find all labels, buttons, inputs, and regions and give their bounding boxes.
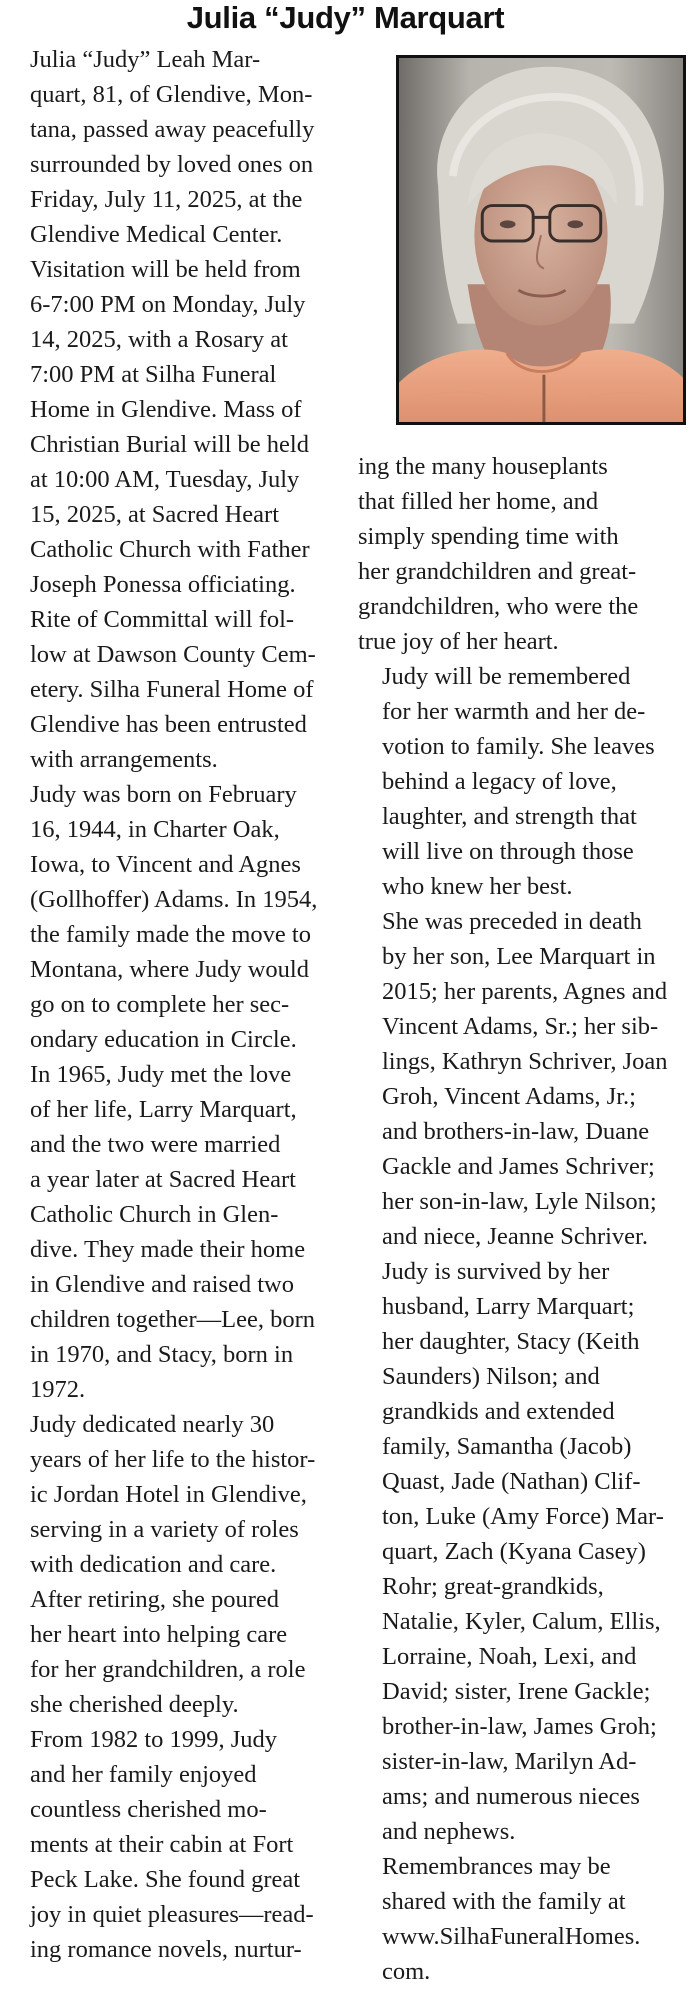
text-line: Judy is survived by her	[382, 1258, 610, 1285]
text-line: for her warmth and her de-	[382, 698, 646, 725]
text-line: Friday, July 11, 2025, at the	[30, 186, 303, 213]
text-line: She was preceded in death	[382, 908, 642, 935]
text-line: Judy dedicated nearly 30	[30, 1411, 275, 1438]
text-line: 15, 2025, at Sacred Heart	[30, 501, 279, 528]
text-line: Glendive Medical Center.	[30, 221, 283, 248]
obituary-title: Julia “Judy” Marquart	[186, 0, 505, 35]
text-line: ing the many houseplants	[358, 453, 608, 480]
text-line: of her life, Larry Marquart,	[30, 1096, 297, 1123]
text-line: will live on through those	[382, 838, 634, 865]
text-line: Montana, where Judy would	[30, 956, 309, 983]
text-line: Saunders) Nilson; and	[382, 1363, 600, 1390]
text-line: etery. Silha Funeral Home of	[30, 676, 314, 703]
text-line: (Gollhoffer) Adams. In 1954,	[30, 886, 318, 913]
text-line: with dedication and care.	[30, 1551, 277, 1578]
text-line: ton, Luke (Amy Force) Mar-	[382, 1503, 664, 1530]
text-line: 14, 2025, with a Rosary at	[30, 326, 288, 353]
text-line: www.SilhaFuneralHomes.	[382, 1923, 641, 1950]
text-line: shared with the family at	[382, 1888, 626, 1915]
text-line: serving in a variety of roles	[30, 1516, 299, 1543]
text-line: for her grandchildren, a role	[30, 1656, 306, 1683]
text-line: In 1965, Judy met the love	[30, 1061, 292, 1088]
text-line: quart, 81, of Glendive, Mon-	[30, 81, 313, 108]
text-line: grandchildren, who were the	[358, 593, 639, 620]
paragraph-career	[6, 1407, 338, 1722]
text-line: 16, 1944, in Charter Oak,	[30, 816, 280, 843]
text-line: After retiring, she poured	[30, 1586, 279, 1613]
text-line: her son-in-law, Lyle Nilson;	[382, 1188, 657, 1215]
text-line: 7:00 PM at Silha Funeral	[30, 361, 277, 388]
text-line: simply spending time with	[358, 523, 619, 550]
text-line: and brothers-in-law, Duane	[382, 1118, 650, 1145]
paragraph-survived	[358, 1254, 688, 1849]
text-line: Christian Burial will be held	[30, 431, 309, 458]
text-line: joy in quiet pleasures—read-	[30, 1901, 314, 1928]
text-line: and nephews.	[382, 1818, 516, 1845]
text-line: who knew her best.	[382, 873, 573, 900]
text-line: Catholic Church with Father	[30, 536, 310, 563]
paragraph-cabin	[6, 1722, 338, 1967]
text-line: com.	[382, 1958, 431, 1985]
text-line: grandkids and extended	[382, 1398, 615, 1425]
text-line: Lorraine, Noah, Lexi, and	[382, 1643, 637, 1670]
text-line: Home in Glendive. Mass of	[30, 396, 302, 423]
text-line: From 1982 to 1999, Judy	[30, 1726, 278, 1753]
text-line: Joseph Ponessa officiating.	[30, 571, 296, 598]
text-line: surrounded by loved ones on	[30, 151, 314, 178]
text-line: lings, Kathryn Schriver, Joan	[382, 1048, 668, 1075]
text-line: Natalie, Kyler, Calum, Ellis,	[382, 1608, 661, 1635]
text-line: ing romance novels, nurtur-	[30, 1936, 302, 1963]
paragraph-preceded	[358, 904, 688, 1254]
text-line: she cherished deeply.	[30, 1691, 239, 1718]
paragraph-cabin-continued	[358, 449, 688, 659]
text-line: at 10:00 AM, Tuesday, July	[30, 466, 300, 493]
text-line: 1972.	[30, 1376, 86, 1403]
text-line: Peck Lake. She found great	[30, 1866, 301, 1893]
text-line: Visitation will be held from	[30, 256, 301, 283]
text-line: her daughter, Stacy (Keith	[382, 1328, 640, 1355]
text-line: ams; and numerous nieces	[382, 1783, 640, 1810]
paragraph-remembered	[358, 659, 688, 904]
paragraph-announcement	[6, 42, 338, 777]
text-line: countless cherished mo-	[30, 1796, 267, 1823]
text-line: Catholic Church in Glen-	[30, 1201, 279, 1228]
text-line: Julia “Judy” Leah Mar-	[30, 46, 261, 73]
text-line: Groh, Vincent Adams, Jr.;	[382, 1083, 636, 1110]
text-line: years of her life to the histor-	[30, 1446, 316, 1473]
text-line: her grandchildren and great-	[358, 558, 637, 585]
text-line: ments at their cabin at Fort	[30, 1831, 294, 1858]
portrait-photo	[396, 55, 686, 425]
text-line: husband, Larry Marquart;	[382, 1293, 635, 1320]
text-line: by her son, Lee Marquart in	[382, 943, 656, 970]
text-line: family, Samantha (Jacob)	[382, 1433, 632, 1460]
text-line: sister-in-law, Marilyn Ad-	[382, 1748, 637, 1775]
text-line: Remembrances may be	[382, 1853, 611, 1880]
text-line: low at Dawson County Cem-	[30, 641, 316, 668]
portrait-image	[399, 58, 683, 422]
obituary-left-column	[6, 42, 338, 1967]
text-line: Rohr; great-grandkids,	[382, 1573, 604, 1600]
text-line: and her family enjoyed	[30, 1761, 257, 1788]
text-line: ic Jordan Hotel in Glendive,	[30, 1481, 307, 1508]
text-line: in 1970, and Stacy, born in	[30, 1341, 294, 1368]
paragraph-remembrances	[358, 1849, 688, 1989]
text-line: true joy of her heart.	[358, 628, 559, 655]
text-line: Iowa, to Vincent and Agnes	[30, 851, 301, 878]
text-line: Judy will be remembered	[382, 663, 631, 690]
text-line: 6-7:00 PM on Monday, July	[30, 291, 306, 318]
text-line: a year later at Sacred Heart	[30, 1166, 296, 1193]
text-line: Judy was born on February	[30, 781, 297, 808]
obituary-right-column	[358, 449, 688, 1989]
text-line: go on to complete her sec-	[30, 991, 290, 1018]
text-line: votion to family. She leaves	[382, 733, 655, 760]
text-line: Gackle and James Schriver;	[382, 1153, 655, 1180]
text-line: laughter, and strength that	[382, 803, 637, 830]
text-line: behind a legacy of love,	[382, 768, 617, 795]
text-line: tana, passed away peacefully	[30, 116, 315, 143]
text-line: that filled her home, and	[358, 488, 599, 515]
text-line: Vincent Adams, Sr.; her sib-	[382, 1013, 659, 1040]
paragraph-early-life	[6, 777, 338, 1057]
text-line: her heart into helping care	[30, 1621, 288, 1648]
text-line: and niece, Jeanne Schriver.	[382, 1223, 648, 1250]
text-line: the family made the move to	[30, 921, 311, 948]
text-line: David; sister, Irene Gackle;	[382, 1678, 651, 1705]
text-line: quart, Zach (Kyana Casey)	[382, 1538, 646, 1565]
text-line: 2015; her parents, Agnes and	[382, 978, 668, 1005]
text-line: ondary education in Circle.	[30, 1026, 297, 1053]
paragraph-marriage	[6, 1057, 338, 1407]
text-line: children together—Lee, born	[30, 1306, 316, 1333]
text-line: brother-in-law, James Groh;	[382, 1713, 657, 1740]
text-line: and the two were married	[30, 1131, 281, 1158]
text-line: Glendive has been entrusted	[30, 711, 307, 738]
text-line: with arrangements.	[30, 746, 218, 773]
text-line: dive. They made their home	[30, 1236, 306, 1263]
text-line: Rite of Committal will fol-	[30, 606, 295, 633]
text-line: Quast, Jade (Nathan) Clif-	[382, 1468, 641, 1495]
text-line: in Glendive and raised two	[30, 1271, 294, 1298]
